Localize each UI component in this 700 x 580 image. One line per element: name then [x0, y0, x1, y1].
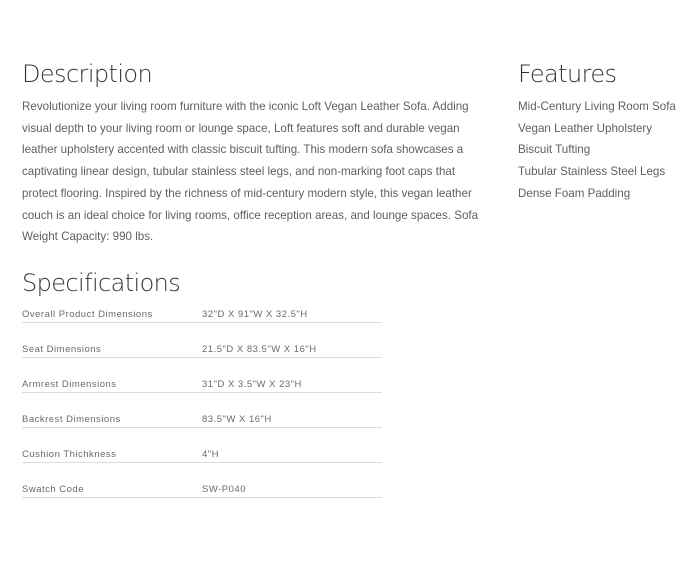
- spec-value: 83.5"W X 16"H: [202, 414, 272, 425]
- spec-label: Cushion Thichkness: [22, 449, 117, 460]
- features-list: [518, 96, 676, 205]
- spec-label: Backrest Dimensions: [22, 414, 121, 425]
- spec-row-overall-dimensions: [22, 305, 382, 340]
- spec-row-seat-dimensions: [22, 340, 382, 375]
- spec-label: Armrest Dimensions: [22, 379, 117, 390]
- feature-item: Biscuit Tufting: [518, 143, 591, 157]
- spec-value: SW-P040: [202, 484, 246, 495]
- specifications-table: [22, 305, 382, 515]
- description-heading: Description: [22, 60, 153, 88]
- description-text: Revolutionize your living room furniture with the iconic Loft Vegan Leather Sofa. Adding visual depth to your living room or lounge space, Loft features soft and durable vegan leather upholstery accented with classic biscuit tufting. This modern sofa showcases a captivating linear design, tubular stainless steel legs, and non-marking foot caps that protect flooring. Inspired by the richness of mid-century modern style, this vegan leather couch is an ideal choice for living rooms, office reception areas, and lounge spaces. Sofa Weight Capacity: 990 lbs.: [22, 100, 479, 244]
- spec-divider: [22, 427, 382, 428]
- feature-item: Tubular Stainless Steel Legs: [518, 165, 666, 179]
- spec-divider: [22, 357, 382, 358]
- spec-label: Overall Product Dimensions: [22, 309, 153, 320]
- spec-divider: [22, 322, 382, 323]
- spec-value: 31"D X 3.5"W X 23"H: [202, 379, 302, 390]
- spec-row-swatch-code: [22, 480, 382, 515]
- specifications-heading: Specifications: [22, 269, 181, 297]
- spec-row-armrest-dimensions: [22, 375, 382, 410]
- spec-value: 21.5"D X 83.5"W X 16"H: [202, 344, 317, 355]
- spec-row-cushion-thickness: [22, 445, 382, 480]
- spec-divider: [22, 497, 382, 498]
- spec-row-backrest-dimensions: [22, 410, 382, 445]
- spec-value: 4"H: [202, 449, 220, 460]
- feature-item: Vegan Leather Upholstery: [518, 121, 653, 135]
- spec-label: Swatch Code: [22, 484, 85, 495]
- spec-label: Seat Dimensions: [22, 344, 102, 355]
- spec-divider: [22, 392, 382, 393]
- spec-divider: [22, 462, 382, 463]
- feature-item: Mid-Century Living Room Sofa: [518, 100, 676, 113]
- feature-item: Dense Foam Padding: [518, 186, 631, 200]
- features-heading: Features: [518, 60, 617, 88]
- spec-value: 32"D X 91"W X 32.5"H: [202, 309, 308, 320]
